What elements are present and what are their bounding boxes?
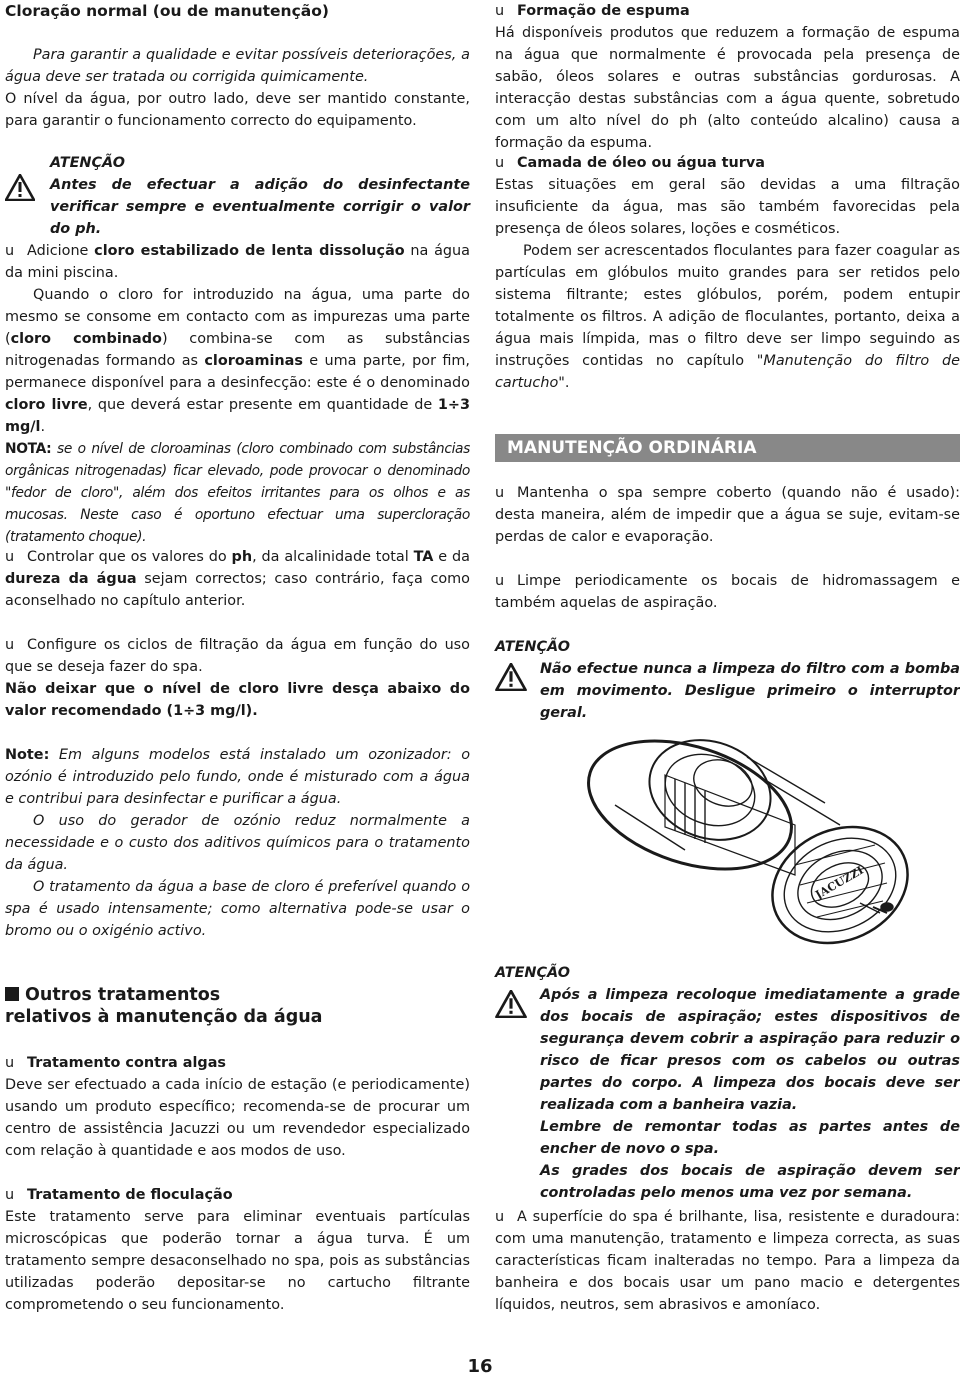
bullet-icon: u (495, 155, 505, 171)
warning-text: As grades dos bocais de aspiração devem ser controladas pelo menos uma vez por semana. (540, 1163, 960, 1201)
paragraph-cloro-preferivel: O tratamento da água a base de cloro é preferível quando o spa é usado intensamente; como alternativa pode-se usar o bromo ou o oxigénio activo. (5, 879, 470, 939)
warning-text: Antes de efectuar a adição do desinfectante verificar sempre e eventualmente corrigir o valor do ph. (50, 177, 470, 237)
warning-triangle-icon (495, 663, 527, 691)
intro-paragraph-1: Para garantir a qualidade e evitar possíveis deteriorações, a água deve ser tratada ou corrigida quimicamente. (5, 47, 470, 85)
subheading-oleo: u Camada de óleo ou água turva (495, 152, 960, 174)
paragraph-configure: u Configure os ciclos de filtração da água em função do uso que se deseja fazer do spa. Não deixar que o nível de cloro livre desça abaixo do valor recomendado (1÷3 mg/l). (5, 634, 470, 722)
paragraph-cloro-livre: Quando o cloro for introduzido na água, uma parte do mesmo se consome em contacto com as impurezas uma parte (cloro combinado) combina-se com as substâncias nitrogenadas formando as cloroaminas e uma parte, por fim, permanece disponível para a desinfecção: este é o denominado cloro livre, que deverá estar presente em quantidade de 1÷3 mg/l. (5, 287, 471, 435)
paragraph-floculacao: Este tratamento serve para eliminar eventuais partículas microscópicas que poderão tornar a água turva. É um tratamento sempre desaconselhado no spa, pois as substâncias utilizadas poderão depositar-se no cartucho filtrante comprometendo o seu funcionamento. (5, 1209, 470, 1313)
paragraph-spa-coberto: u Mantenha o spa sempre coberto (quando não é usado): desta maneira, além de impedir que a água se suje, evitam-se perdas de calor e evaporação. (495, 482, 960, 548)
note-ozonizador: Note: Em alguns modelos está instalado um ozonizador: o ozónio é introduzido pelo fundo, onde é misturado com a água e contribui para desinfectar e purificar a água. (5, 747, 470, 807)
warning-text: Após a limpeza recoloque imediatamente a grade dos bocais de aspiração; estes dispositivos de segurança devem cobrir a aspiração para reduzir o risco de ficar presos com os cabelos ou outras partes do corpo. A limpeza dos bocais deve ser realizada com a banheira vazia. (540, 987, 960, 1113)
warning-text: Lembre de remontar todas as partes antes de encher de novo o spa. (540, 1119, 960, 1157)
heading-cloracao (5, 0, 470, 23)
square-bullet-icon (5, 987, 19, 1001)
warning-triangle-icon (495, 990, 527, 1018)
bullet-icon: u (5, 243, 15, 259)
paragraph-limpe-bocais: u Limpe periodicamente os bocais de hidromassagem e também aquelas de aspiração. (495, 570, 960, 614)
subheading-espuma: u Formação de espuma (495, 0, 960, 22)
paragraph-espuma: Há disponíveis produtos que reduzem a formação de espuma na água que normalmente é provocada pela presença de sabão, óleos solares e outras substâncias gordurosas. A interacção destas substâncias com a água quente, sobretudo com um alto nível do ph (alto conteúdo alcalino) causa a formação da espuma. (495, 25, 960, 151)
section-heading: Cloração normal (ou de manutenção) (5, 2, 329, 20)
bullet-icon: u (495, 1209, 505, 1225)
warning-box-3 (495, 962, 960, 1204)
intro-paragraph-2: O nível da água, por outro lado, deve ser mantido constante, para garantir o funcionamento correcto do equipamento. (5, 91, 470, 129)
subheading-algas: u Tratamento contra algas (5, 1052, 470, 1074)
bullet-icon: u (495, 485, 505, 501)
bullet-icon: u (5, 1055, 15, 1071)
page-number: 16 (467, 1356, 493, 1377)
bullet-icon: u (5, 1187, 15, 1203)
paragraph-superficie: u A superfície do spa é brilhante, lisa, resistente e duradoura: com uma manutenção, tratamento e limpeza correcta, as suas características ficam inalteradas no tempo. Para a limpeza da banheira e dos bocais usar um pano macio e detergentes líquidos, neutros, sem abrasivos e amoníaco. (495, 1206, 960, 1316)
warning-title: ATENÇÃO (495, 965, 570, 981)
paragraph-cloro-estabilizado: u Adicione cloro estabilizado de lenta dissolução na água da mini piscina. (5, 240, 470, 284)
suction-nozzle-illustration (495, 735, 960, 955)
warning-text: Não efectue nunca a limpeza do filtro com a bomba em movimento. Desligue primeiro o interruptor geral. (540, 661, 960, 721)
paragraph-controlar: u Controlar que os valores do ph, da alcalinidade total TA e da dureza da água sejam correctos; caso contrário, faça como aconselhado no capítulo anterior. (5, 546, 470, 612)
banner-manutencao-ordinaria: MANUTENÇÃO ORDINÁRIA (495, 434, 960, 462)
warning-box-1 (5, 152, 470, 240)
paragraph-algas: Deve ser efectuado a cada início de estação (e periodicamente) usando um produto específico; recomenda-se de procurar um centro de assistência Jacuzzi ou um revendedor especializado com relação à quantidade e aos modos de uso. (5, 1077, 470, 1159)
paragraph-floculantes: Podem ser acrescentados floculantes para fazer coagular as partículas em glóbulos muito grandes para ser retidos pelo sistema filtrante; estes glóbulos, porém, podem entupir totalmente os filtros. A adição de floculantes, portanto, deixa a água mais límpida, mas o filtro deve ser limpo seguindo as instruções contidas no capítulo "Manutenção do filtro de cartucho". (495, 243, 960, 391)
warning-box-2 (495, 636, 960, 724)
note-ozonizador-2: O uso do gerador de ozónio reduz normalmente a necessidade e o custo dos aditivos químicos para o tratamento da água. (5, 813, 470, 873)
subheading-floculacao: u Tratamento de floculação (5, 1184, 470, 1206)
warning-title: ATENÇÃO (50, 155, 125, 171)
bullet-icon: u (495, 573, 505, 589)
bullet-icon: u (5, 549, 15, 565)
section-title-outros-tratamentos: Outros tratamentos relativos à manutenção da água (5, 985, 323, 1027)
warning-title: ATENÇÃO (495, 639, 570, 655)
bullet-icon: u (5, 637, 15, 653)
paragraph-oleo: Estas situações em geral são devidas a uma filtração insuficiente da água, mas são também favorecidas pela presença de óleos solares, loções e cosméticos. (495, 177, 960, 237)
warning-triangle-icon (5, 174, 35, 201)
nota-paragraph: NOTA: se o nível de cloroaminas (cloro combinado com substâncias orgânicas nitrogenadas) ficar elevado, pode provocar o denominado "fedor de cloro", além dos efeitos irritantes para os olhos e as mucosas. Neste caso é oportuno efectuar uma supercloração (tratamento choque). (5, 441, 470, 545)
bullet-icon: u (495, 3, 505, 19)
jacuzzi-logo-text: JACUZZI (813, 863, 866, 902)
